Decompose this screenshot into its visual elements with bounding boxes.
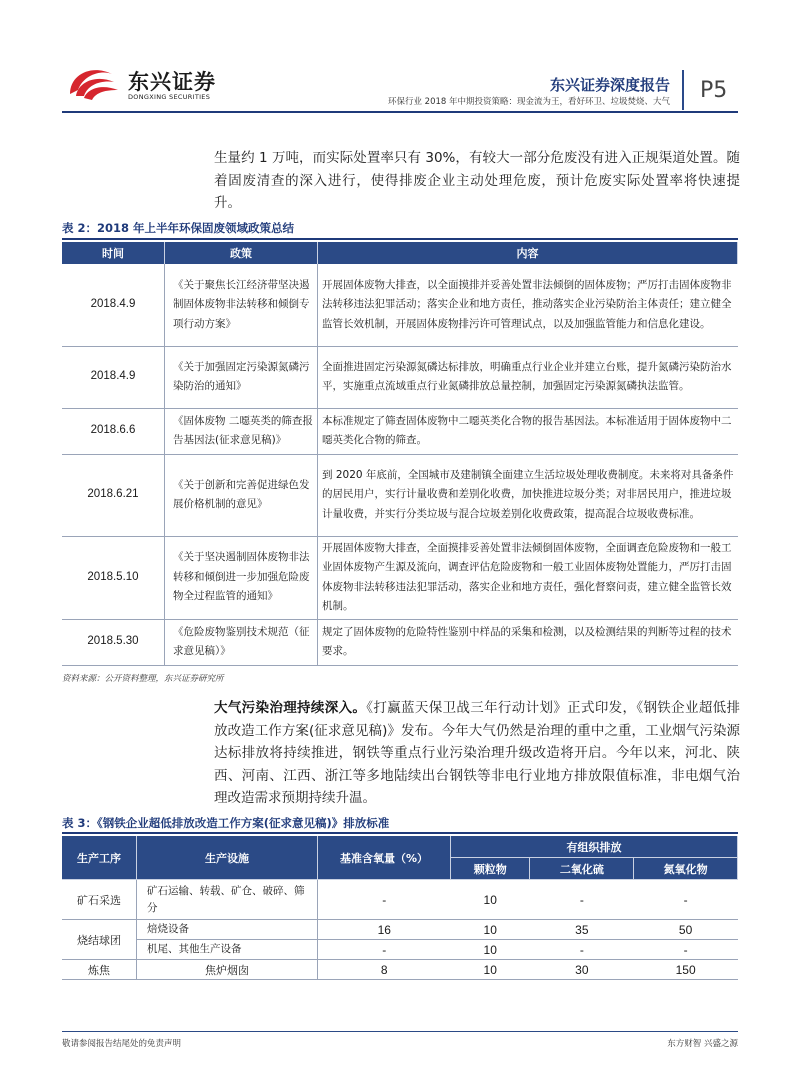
cell-nox: - <box>634 940 738 960</box>
cell-facility: 焦炉烟囱 <box>137 960 318 980</box>
col-header-time: 时间 <box>62 242 165 264</box>
cell-oxygen: 16 <box>318 920 451 940</box>
cell-time: 2018.6.6 <box>62 408 165 454</box>
emission-standard-table <box>62 836 738 980</box>
cell-policy: 《关于坚决遏制固体废物非法转移和倾倒进一步加强危险废物全过程监管的通知》 <box>165 536 318 619</box>
table-row <box>62 940 738 960</box>
cell-nox: - <box>634 880 738 920</box>
cell-content: 开展固体废物大排查，全面摸排妥善处置非法倾倒固体废物，全面调查危险废物和一般工业固体废物产生源及流向，调查评估危险废物和一般工业固体废物处置能力，严厉打击固体废物非法转移违法犯罪活动，落实企业和地方责任，强化督察问责，建立健全监管长效机制。 <box>318 536 738 619</box>
cell-policy: 《固体废物 二噁英类的筛查报告基因法(征求意见稿)》 <box>165 408 318 454</box>
cell-content: 本标准规定了筛查固体废物中二噁英类化合物的报告基因法。本标准适用于固体废物中二噁英类化合物的筛查。 <box>318 408 738 454</box>
logo-emblem-icon <box>62 60 124 104</box>
cell-facility: 焙烧设备 <box>137 920 318 940</box>
col-header-facility: 生产设施 <box>137 836 318 880</box>
body-paragraph-2 <box>214 697 740 810</box>
cell-policy: 《关于加强固定污染源氮磷污染防治的通知》 <box>165 346 318 408</box>
paragraph-body: 《打赢蓝天保卫战三年行动计划》正式印发，《钢铁企业超低排放改造工作方案(征求意见稿)》发布。今年大气仍然是治理的重中之重，工业烟气污染源达标排放将持续推进，钢铁等重点行业污染治理升级改造将开启。今年以来，河北、陕西、河南、江西、浙江等多地陆续出台钢铁等非电行业地方排放限值标准，非电烟气治理改造需求预期持续升温。 <box>214 700 741 806</box>
cell-so2: 35 <box>530 920 634 940</box>
cell-policy: 《关于聚焦长江经济带坚决遏制固体废物非法转移和倾倒专项行动方案》 <box>165 264 318 346</box>
table-header-row <box>62 242 738 264</box>
table-row <box>62 264 738 346</box>
cell-policy: 《关于创新和完善促进绿色发展价格机制的意见》 <box>165 454 318 536</box>
cell-content: 全面推进固定污染源氮磷达标排放，明确重点行业企业并建立台账，提升氮磷污染防治水平，实施重点流域重点行业氮磷排放总量控制，加强固定污染源氮磷执法监管。 <box>318 346 738 408</box>
table2-title: 表 2：2018 年上半年环保固废领域政策总结 <box>62 221 295 235</box>
col-header-pm: 颗粒物 <box>451 858 530 880</box>
col-header-policy: 政策 <box>165 242 318 264</box>
report-title: 东兴证券深度报告 <box>549 76 670 94</box>
page-number: P5 <box>700 78 728 103</box>
logo-text-en: DONGXING SECURITIES <box>128 93 211 101</box>
company-logo <box>62 60 267 108</box>
cell-pm: 10 <box>451 880 530 920</box>
cell-facility: 矿石运输、转载、矿仓、破碎、筛分 <box>137 880 318 920</box>
col-header-oxygen: 基准含氧量（%） <box>318 836 451 880</box>
cell-so2: 30 <box>530 960 634 980</box>
cell-so2: - <box>530 940 634 960</box>
col-header-so2: 二氧化硫 <box>530 858 634 880</box>
cell-nox: 150 <box>634 960 738 980</box>
col-header-content: 内容 <box>318 242 738 264</box>
footer-slogan: 东方财智 兴盛之源 <box>667 1039 738 1049</box>
logo-text-cn: 东兴证券 <box>128 70 216 94</box>
cell-time: 2018.4.9 <box>62 346 165 408</box>
table-row <box>62 536 738 619</box>
cell-process: 矿石采选 <box>62 880 137 920</box>
body-paragraph-1: 生量约 1 万吨，而实际处置率只有 30%，有较大一部分危废没有进入正规渠道处置。随着固废清查的深入进行，使得排废企业主动处理危废，预计危废实际处置率将快速提升。 <box>214 150 740 211</box>
col-header-process: 生产工序 <box>62 836 137 880</box>
header-divider <box>682 70 684 110</box>
table-row <box>62 454 738 536</box>
cell-time: 2018.4.9 <box>62 264 165 346</box>
col-header-group: 有组织排放 <box>451 836 738 858</box>
cell-content: 到 2020 年底前，全国城市及建制镇全面建立生活垃圾处理收费制度。未来将对具备条件的居民用户，实行计量收费和差别化收费，加快推进垃圾分类；对非居民用户，推进垃圾计量收费，并实行分类垃圾与混合垃圾差别化收费政策，提高混合垃圾收费标准。 <box>318 454 738 536</box>
table3-rule <box>62 832 738 834</box>
table-row <box>62 408 738 454</box>
cell-oxygen: 8 <box>318 960 451 980</box>
cell-time: 2018.5.30 <box>62 619 165 665</box>
table-row <box>62 920 738 940</box>
cell-pm: 10 <box>451 920 530 940</box>
table3-title: 表 3：《钢铁企业超低排放改造工作方案(征求意见稿)》排放标准 <box>62 816 390 830</box>
cell-time: 2018.6.21 <box>62 454 165 536</box>
cell-policy: 《危险废物鉴别技术规范（征求意见稿）》 <box>165 619 318 665</box>
cell-pm: 10 <box>451 940 530 960</box>
cell-facility: 机尾、其他生产设备 <box>137 940 318 960</box>
footer-rule <box>62 1031 738 1032</box>
cell-process: 烧结球团 <box>62 920 137 960</box>
cell-content: 开展固体废物大排查，以全面摸排并妥善处置非法倾倒的固体废物；严厉打击固体废物非法转移违法犯罪活动；落实企业和地方责任，推动落实企业污染防治主体责任；建立健全监管长效机制，开展固体废物排污许可管理试点，以及加强监管能力和信息化建设。 <box>318 264 738 346</box>
table-row <box>62 346 738 408</box>
paragraph-lead: 大气污染治理持续深入。 <box>214 700 367 716</box>
header-rule <box>62 111 738 113</box>
cell-oxygen: - <box>318 940 451 960</box>
table2-rule <box>62 238 738 240</box>
footer-disclaimer: 敬请参阅报告结尾处的免责声明 <box>62 1039 182 1049</box>
report-subtitle: 环保行业 2018 年中期投资策略：现金流为王，看好环卫、垃圾焚烧、大气 <box>387 97 670 107</box>
cell-pm: 10 <box>451 960 530 980</box>
cell-oxygen: - <box>318 880 451 920</box>
table-row <box>62 960 738 980</box>
cell-time: 2018.5.10 <box>62 536 165 619</box>
table-header-row <box>62 836 738 858</box>
table2-source: 资料来源：公开资料整理，东兴证券研究所 <box>62 674 224 684</box>
table-row <box>62 619 738 665</box>
table-row <box>62 880 738 920</box>
cell-process: 炼焦 <box>62 960 137 980</box>
policy-table <box>62 242 738 666</box>
cell-so2: - <box>530 880 634 920</box>
col-header-nox: 氮氧化物 <box>634 858 738 880</box>
cell-nox: 50 <box>634 920 738 940</box>
cell-content: 规定了固体废物的危险特性鉴别中样品的采集和检测，以及检测结果的判断等过程的技术要求。 <box>318 619 738 665</box>
